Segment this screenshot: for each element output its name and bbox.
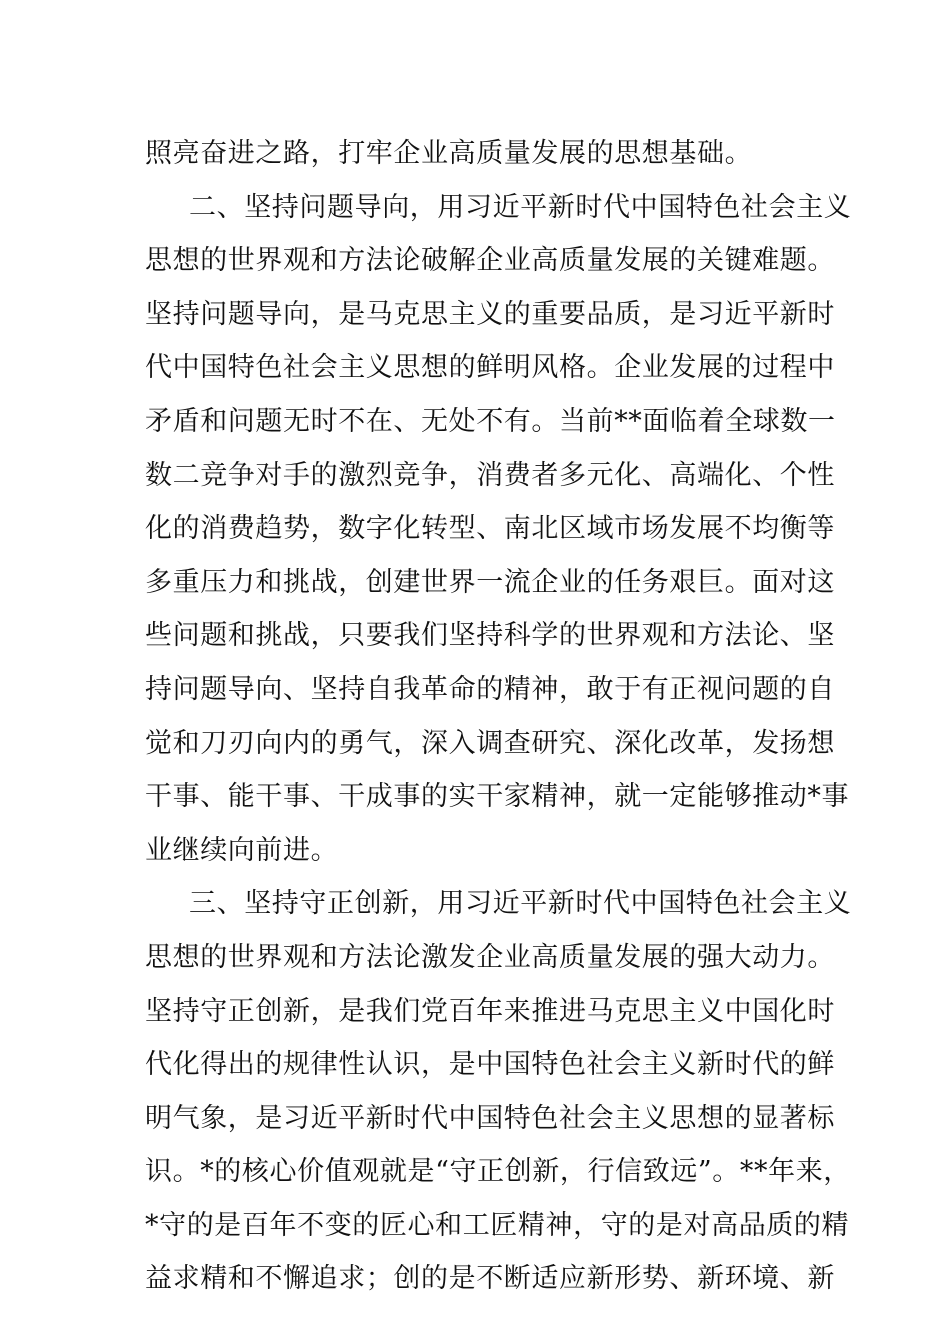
text-line: 化的消费趋势，数字化转型、南北区域市场发展不均衡等 [145,513,835,545]
text-line: 多重压力和挑战，创建世界一流企业的任务艰巨。面对这 [145,566,835,598]
text-line: 益求精和不懈追求；创的是不断适应新形势、新环境、新 [145,1263,835,1295]
text-line: 数二竞争对手的激烈竞争，消费者多元化、高端化、个性 [145,459,835,491]
text-line: 代中国特色社会主义思想的鲜明风格。企业发展的过程中 [145,352,835,384]
text-line: 矛盾和问题无时不在、无处不有。当前**面临着全球数一 [145,405,836,437]
document-body [145,127,852,1306]
text-line: 识。*的核心价值观就是“守正创新，行信致远”。**年来， [145,1156,851,1188]
text-line: 些问题和挑战，只要我们坚持科学的世界观和方法论、坚 [145,620,835,652]
section-heading-line: 二、坚持问题导向，用习近平新时代中国特色社会主义 [189,191,852,223]
text-line: 代化得出的规律性认识，是中国特色社会主义新时代的鲜 [145,1049,835,1081]
text-line: 觉和刀刃向内的勇气，深入调查研究、深化改革，发扬想 [145,727,835,759]
text-line: 坚持守正创新，是我们党百年来推进马克思主义中国化时 [145,995,835,1027]
text-line: 明气象，是习近平新时代中国特色社会主义思想的显著标 [145,1102,835,1134]
text-line: 干事、能干事、干成事的实干家精神，就一定能够推动*事 [145,781,850,813]
section-heading-line: 三、坚持守正创新，用习近平新时代中国特色社会主义 [189,888,852,920]
text-line: 思想的世界观和方法论激发企业高质量发展的强大动力。 [145,941,835,973]
text-line: 持问题导向、坚持自我革命的精神，敢于有正视问题的自 [145,673,835,705]
text-line: 业继续向前进。 [145,834,339,866]
text-line: *守的是百年不变的匠心和工匠精神，守的是对高品质的精 [145,1209,850,1241]
text-line: 照亮奋进之路，打牢企业高质量发展的思想基础。 [145,138,753,169]
text-line: 坚持问题导向，是马克思主义的重要品质，是习近平新时 [145,298,835,330]
text-line: 思想的世界观和方法论破解企业高质量发展的关键难题。 [145,245,835,277]
